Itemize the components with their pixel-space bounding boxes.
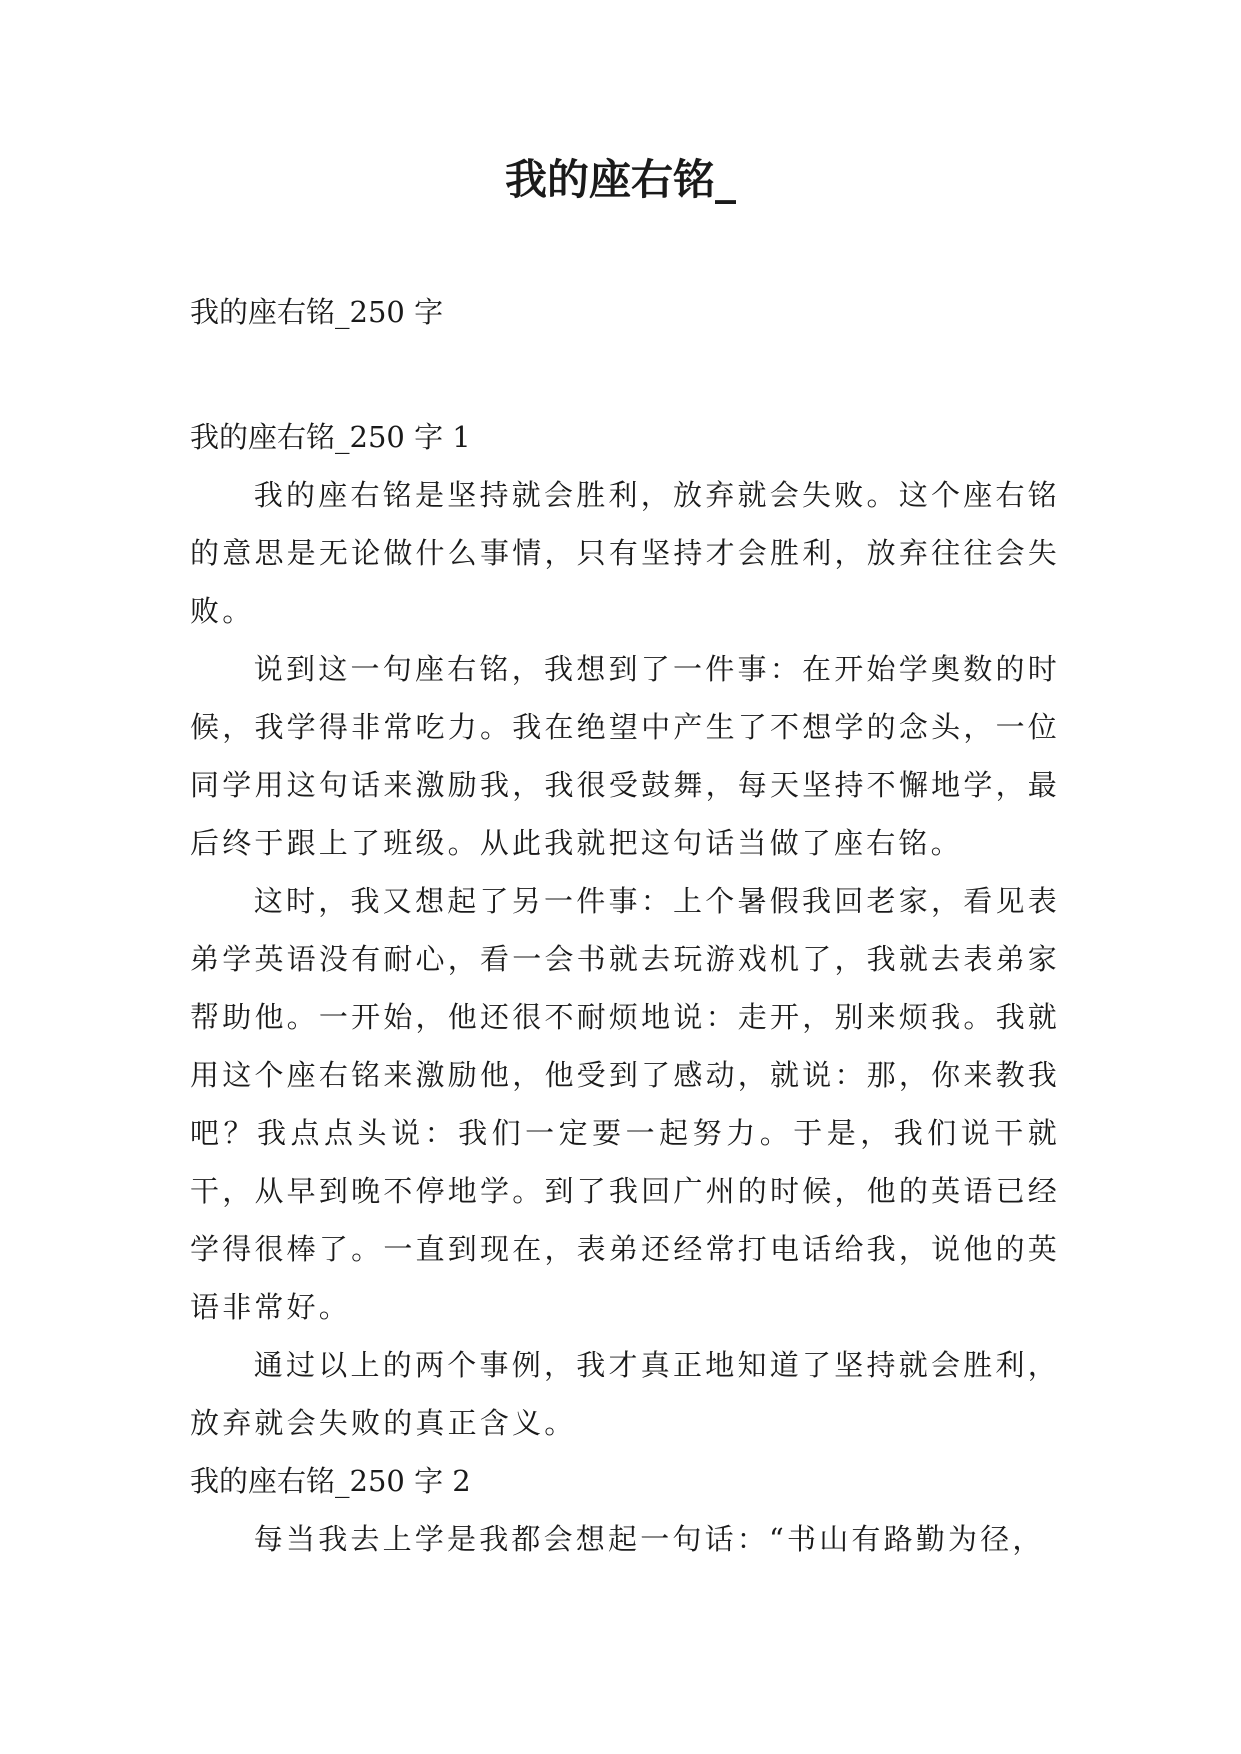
paragraph: 这时，我又想起了另一件事：上个暑假我回老家，看见表弟学英语没有耐心，看一会书就去玩游戏机了，我就去表弟家帮助他。一开始，他还很不耐烦地说：走开，别来烦我。我就用这个座右铭来激励他，他受到了感动，就说：那，你来教我吧？我点点头说：我们一定要一起努力。于是，我们说干就干，从早到晚不停地学。到了我回广州的时候，他的英语已经学得很棒了。一直到现在，表弟还经常打电话给我，说他的英语非常好。	[190, 884, 1060, 1324]
paragraph: 每当我去上学是我都会想起一句话：“书山有路勤为径，	[253, 1522, 1045, 1556]
paragraph: 说到这一句座右铭，我想到了一件事：在开始学奥数的时候，我学得非常吃力。我在绝望中产生了不想学的念头，一位同学用这句话来激励我，我很受鼓舞，每天坚持不懈地学，最后终于跟上了班级。从此我就把这句话当做了座右铭。	[190, 652, 1060, 860]
section-heading: 我的座右铭_250 字 2	[190, 1464, 471, 1498]
section-heading: 我的座右铭_250 字 1	[190, 420, 471, 454]
paragraph: 我的座右铭是坚持就会胜利，放弃就会失败。这个座右铭的意思是无论做什么事情，只有坚持才会胜利，放弃往往会失败。	[190, 478, 1060, 628]
paragraph: 通过以上的两个事例，我才真正地知道了坚持就会胜利，放弃就会失败的真正含义。	[190, 1348, 1060, 1440]
document-title: 我的座右铭_	[504, 155, 736, 204]
document-subtitle: 我的座右铭_250 字	[190, 295, 444, 329]
document-body	[190, 408, 1060, 1568]
